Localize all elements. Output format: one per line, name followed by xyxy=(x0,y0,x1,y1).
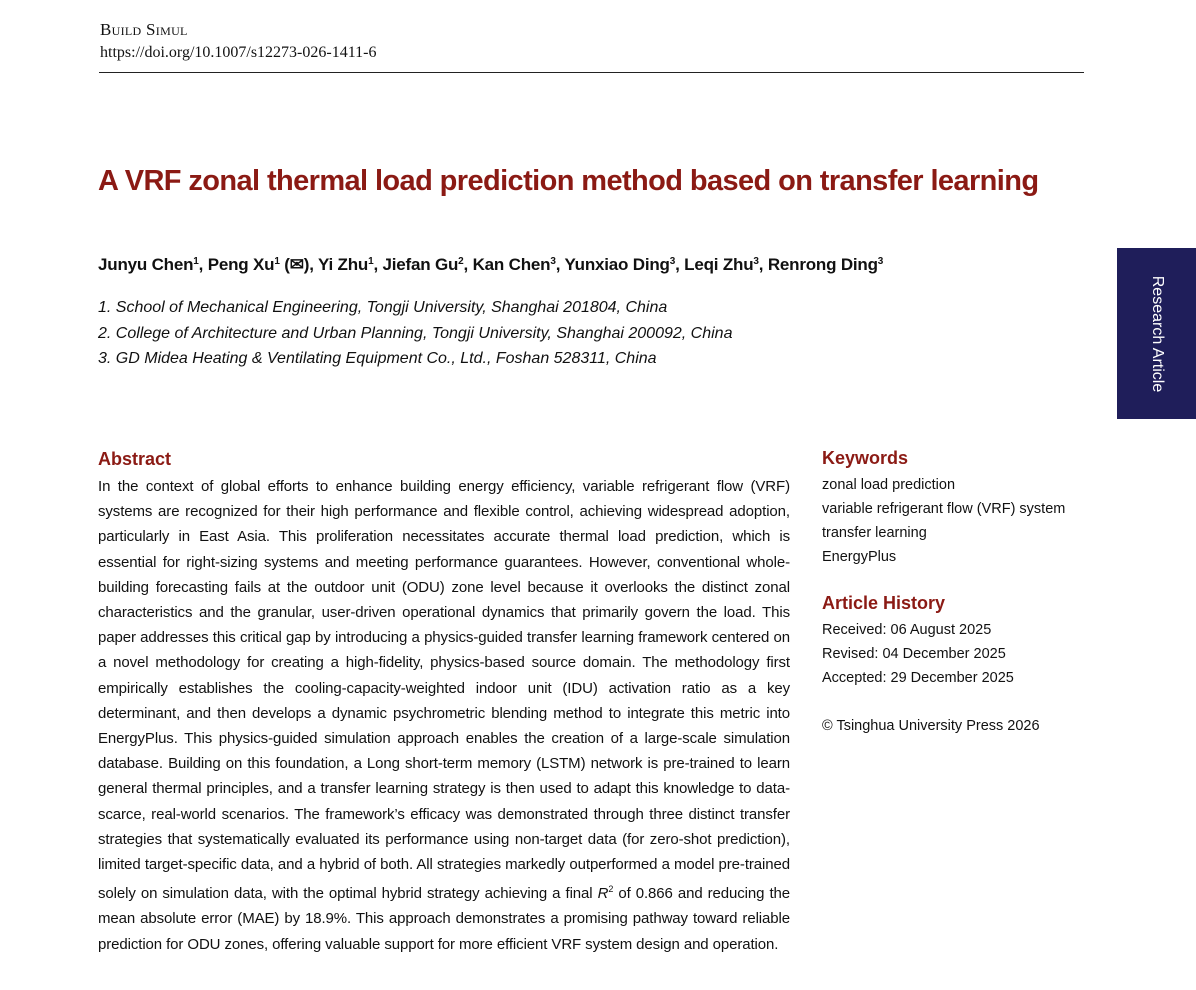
author-list: Junyu Chen$^1$, Peng Xu$^1$ (✉), Yi Zhu$^1$, Jiefan Gu$^2$, Kan Chen$^3$, Yunxiao Ding$^3$, Leqi Zhu$^3$, Renrong Ding$^3$ xyxy=(98,255,884,274)
author-name: Peng Xu xyxy=(207,255,275,274)
copyright-notice: © Tsinghua University Press 2026 xyxy=(822,718,1040,734)
keywords-list xyxy=(822,473,1065,569)
journal-name: Build Simul xyxy=(100,20,188,39)
author-affiliation-sup: 1 xyxy=(274,256,280,267)
r-squared-symbol: R xyxy=(597,885,609,903)
abstract-text-part: In the context of global efforts to enhance building energy efficiency, variable refrigerant flow (VRF) systems are recognized for their high performance and flexible control, achieving widespread adoption, particularly in East Asia. This proliferation necessitates accurate thermal load prediction, which is essential for right-sizing systems and meeting performance guarantees. However, conventional whole-building forecasting fails at the outdoor unit (ODU) zone level because it overlooks the distinct zonal characteristics and the granular, user-driven operational dynamics that primarily govern the load. This paper addresses this critical gap by introducing a physics-guided transfer learning framework centered on a novel methodology for creating a high-fidelity, physics-based source domain. The methodology first empirically establishes the cooling-capacity-weighted indoor unit (IDU) activation ratio as a key determinant, and then develops a dynamic psychrometric blending method to integrate this metric into EnergyPlus. This physics-guided simulation approach enables the creation of a large-scale simulation database. Building on this foundation, a Long short-term memory (LSTM) network is pre-trained to learn general thermal principles, and a transfer learning strategy is then used to adapt this knowledge to data-scarce, real-world scenarios. The framework’s efficacy was demonstrated through three distinct transfer strategies that systematically evaluated its performance using non-target data (for zero-shot prediction), limited target-specific data, and a hybrid of both. All strategies markedly outperformed a model pre-trained solely on simulation data, with the optimal hybrid strategy achieving a final xyxy=(98,478,790,903)
author-name: Kan Chen xyxy=(472,255,551,274)
history-item: Accepted: 29 December 2025 xyxy=(822,670,1014,686)
author-affiliation-sup: 3 xyxy=(550,256,556,267)
author-name: Yi Zhu xyxy=(317,255,369,274)
article-type-tab xyxy=(1117,248,1196,419)
affiliation-item: 2. College of Architecture and Urban Planning, Tongji University, Shanghai 200092, China xyxy=(98,324,733,342)
history-item: Revised: 04 December 2025 xyxy=(822,646,1006,662)
keyword-item: variable refrigerant flow (VRF) system xyxy=(822,501,1066,517)
abstract-body xyxy=(98,474,790,957)
author-affiliation-sup: 1 xyxy=(368,256,374,267)
corresponding-author-mail-icon[interactable]: (✉) xyxy=(284,255,310,274)
author-affiliation-sup: 1 xyxy=(193,256,199,267)
journal-header xyxy=(99,18,1084,73)
author-name: Yunxiao Ding xyxy=(564,255,670,274)
doi-link[interactable]: https://doi.org/10.1007/s12273-026-1411-6 xyxy=(100,44,377,61)
author-affiliation-sup: 3 xyxy=(669,256,676,267)
author-affiliation-sup: 3 xyxy=(753,256,759,267)
author-name: Junyu Chen xyxy=(98,255,194,274)
keyword-item: EnergyPlus xyxy=(822,549,897,565)
r-squared-sup: 2 xyxy=(608,884,614,895)
affiliation-item: 3. GD Midea Heating & Ventilating Equipment Co., Ltd., Foshan 528311, China xyxy=(98,350,657,367)
article-title: A VRF zonal thermal load prediction method based on transfer learning xyxy=(98,165,1039,197)
keyword-item: zonal load prediction xyxy=(822,477,956,493)
author-affiliation-sup: 3 xyxy=(877,256,884,267)
keywords-heading: Keywords xyxy=(822,448,909,468)
author-affiliation-sup: 2 xyxy=(458,256,464,267)
affiliation-item: 1. School of Mechanical Engineering, Tongji University, Shanghai 201804, China xyxy=(98,299,668,316)
article-type-label: Research Article xyxy=(1149,275,1166,393)
article-history-heading: Article History xyxy=(822,593,946,613)
article-history-list xyxy=(822,618,1014,690)
affiliation-list xyxy=(98,296,732,373)
abstract-text-part: of 0.866 and reducing the mean absolute error (MAE) by 18.9%. This approach demonstrates a promising pathway toward reliable prediction for ODU zones, offering valuable support for more efficient VRF system design and operation. xyxy=(98,885,791,953)
keyword-item: transfer learning xyxy=(822,525,927,541)
author-name: Renrong Ding xyxy=(767,255,878,274)
author-name: Jiefan Gu xyxy=(382,255,459,274)
history-item: Received: 06 August 2025 xyxy=(822,622,992,638)
author-name: Leqi Zhu xyxy=(684,255,754,274)
abstract-heading: Abstract xyxy=(98,449,172,469)
